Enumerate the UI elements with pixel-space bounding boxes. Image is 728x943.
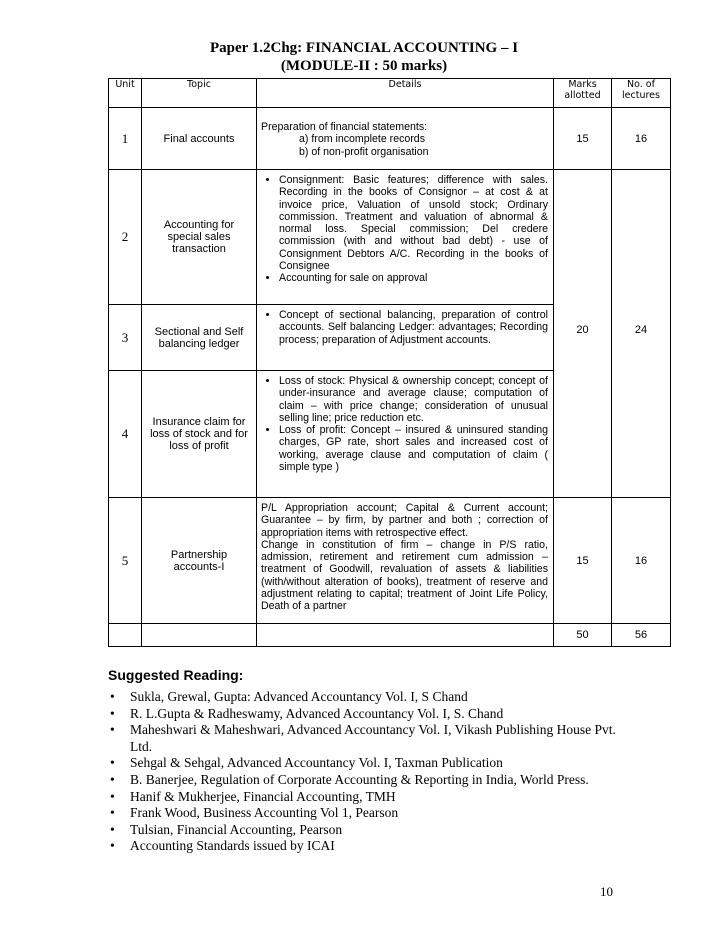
paper-title: Paper 1.2Chg: FINANCIAL ACCOUNTING – I [209,40,519,56]
total-empty-cell [109,624,142,647]
list-item: • R. L.Gupta & Radheswamy, Advanced Accountancy Vol. I, S. Chand [108,706,628,723]
topic-text: Sectional and Self balancing ledger [154,325,244,350]
table-row [109,108,671,170]
unit-details [257,305,554,371]
details-bullet: • Loss of profit: Concept – insured & uninsured standing charges, GP rate, short sales and increased cost of working, average clause and computation of claim ( simple type ) [279,424,548,473]
marks-allotted [554,170,612,498]
list-item: • Accounting Standards issued by ICAI [108,838,628,855]
details-paragraph: Change in constitution of firm – change in P/S ratio, admission, retirement and retirement cum admission – treatment of Goodwill, revaluation of assets & liabilities (with/without alteration of books), treatment of reserve and adjustment relating to capital; treatment of Joint Life Policy, Death of a partner [261,538,548,613]
page-number: 10 [600,884,613,899]
unit-topic [142,170,257,305]
list-item: • B. Banerjee, Regulation of Corporate Accounting & Reporting in India, World Press. [108,772,628,789]
header-unit: Unit [109,79,142,108]
topic-text: Partnership accounts-I [170,548,228,573]
header-topic: Topic [142,79,257,108]
header-marks-line2: allotted [564,90,601,101]
topic-text: Accounting for special sales transaction [163,219,235,255]
details-bullet: • Accounting for sale on approval [279,272,548,284]
lecture-count: 16 [612,108,671,170]
topic-text: Insurance claim for loss of stock and for loss of profit [150,416,248,452]
unit-number: 3 [109,305,142,371]
details-paragraph: P/L Appropriation account; Capital & Current account; Guarantee – by firm, by partner and both ; correction of appropriation items with retrospective effect. [261,502,548,539]
details-intro: Preparation of financial statements: [261,121,428,134]
header-lectures-line2: lectures [622,90,660,101]
list-item: • Sukla, Grewal, Gupta: Advanced Accountancy Vol. I, S Chand [108,689,628,706]
header-marks [554,79,612,108]
list-item: • Maheshwari & Maheshwari, Advanced Accountancy Vol. I, Vikash Publishing House Pvt. Ltd. [108,722,628,755]
unit-number: 5 [109,498,142,624]
table-row [109,170,671,305]
syllabus-table [108,78,671,647]
details-sub-item: a) from incomplete records [299,133,425,146]
details-bullet: • Consignment: Basic features; difference with sales. Recording in the books of Consignor – at cost & at invoice price, Valuation of unsold stock; Ordinary commission. Treatment and valuation of abnormal & normal loss. Special commission; Del credere commission (with and without bad debt) - use of Consignment Debtors A/C. Recording in the books of Consignee [279,174,548,272]
list-item: • Hanif & Mukherjee, Financial Accounting, TMH [108,789,628,806]
total-empty-cell [142,624,257,647]
header-lectures [612,79,671,108]
total-lectures: 56 [612,624,671,647]
total-empty-cell [257,624,554,647]
module-title: (MODULE-II : 50 marks) [280,58,448,74]
list-item: • Tulsian, Financial Accounting, Pearson [108,822,628,839]
marks-allotted: 15 [554,108,612,170]
lecture-count [612,170,671,498]
unit-details [257,371,554,498]
reading-list [108,689,628,855]
details-bullet: • Concept of sectional balancing, preparation of control accounts. Self balancing Ledger: advantages; Recording process; preparation of Adjustment accounts. [279,309,548,346]
suggested-reading-title: Suggested Reading: [108,667,244,683]
lectures-value: 24 [634,324,648,336]
list-item: • Sehgal & Sehgal, Advanced Accountancy Vol. I, Taxman Publication [108,755,628,772]
list-item: • Frank Wood, Business Accounting Vol 1, Pearson [108,805,628,822]
total-row [109,624,671,647]
unit-details [257,108,554,170]
unit-number: 4 [109,371,142,498]
marks-value: 20 [576,324,589,336]
header-lectures-line1: No. of [627,79,655,90]
unit-topic [142,371,257,498]
details-bullet: • Loss of stock: Physical & ownership concept; concept of under-insurance and average clause; computation of claim – with price change; consideration of unusual selling line; price reduction etc. [279,375,548,424]
unit-topic: Final accounts [142,108,257,170]
header-marks-line1: Marks [568,79,597,90]
unit-number: 1 [109,108,142,170]
lecture-count: 16 [612,498,671,624]
table-row [109,498,671,624]
details-sub-item: b) of non-profit organisation [299,145,429,158]
unit-number: 2 [109,170,142,305]
marks-allotted: 15 [554,498,612,624]
unit-details [257,498,554,624]
unit-details [257,170,554,305]
header-details: Details [257,79,554,108]
total-marks: 50 [554,624,612,647]
unit-topic [142,498,257,624]
unit-topic [142,305,257,371]
table-header-row [109,79,671,108]
